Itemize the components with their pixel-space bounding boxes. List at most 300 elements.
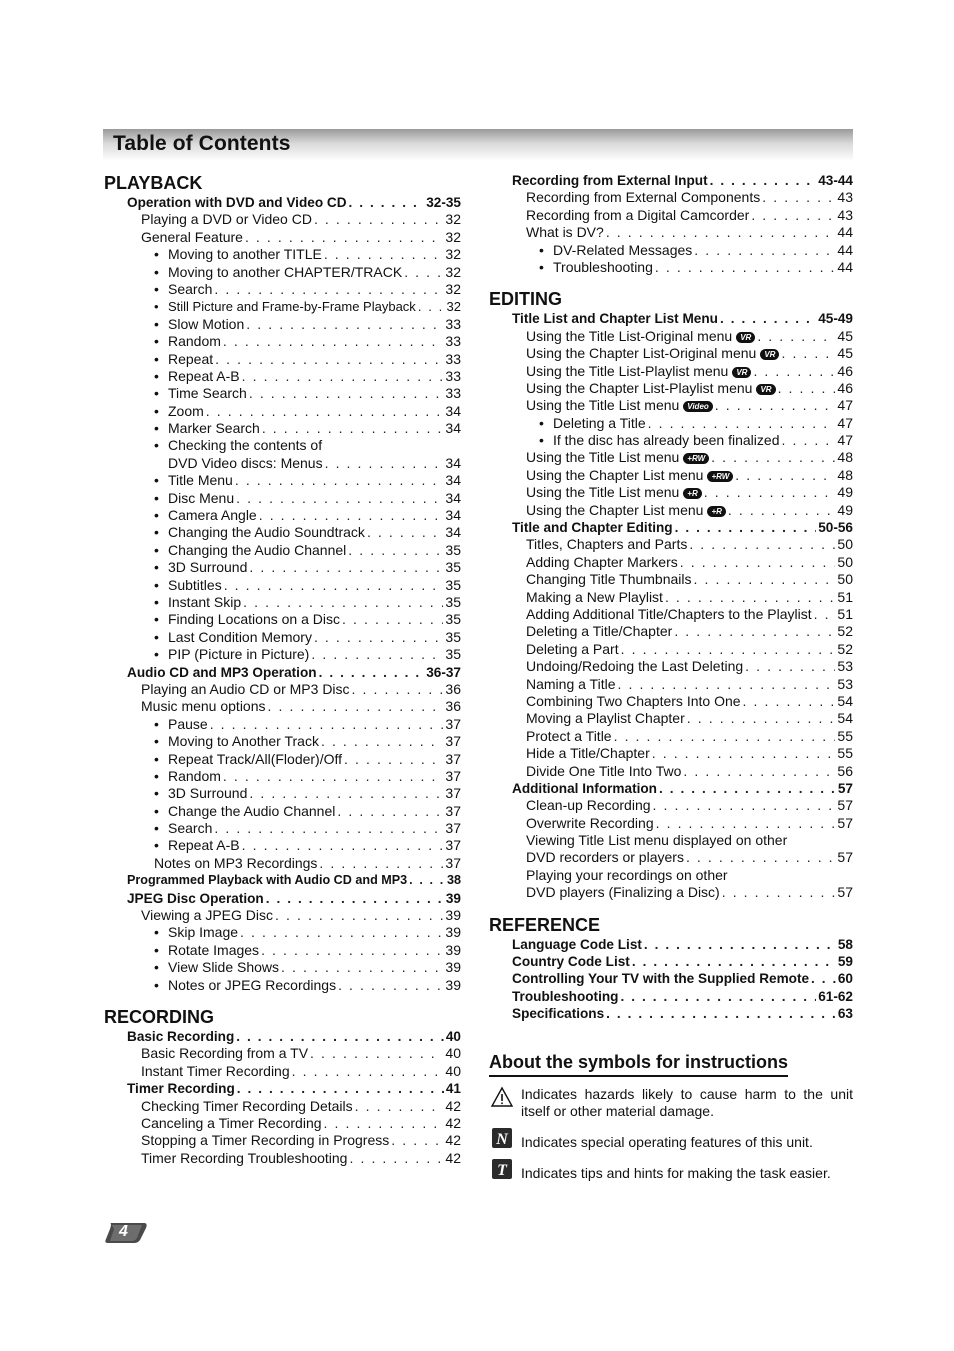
- toc-entry-text: Basic Recording: [127, 1028, 235, 1044]
- dot-leader: [349, 194, 425, 211]
- toc-entry-label: [154, 837, 240, 854]
- toc-entry-page: 51: [837, 588, 853, 605]
- toc-entry-label: [154, 298, 416, 315]
- toc-entry[interactable]: [489, 867, 853, 884]
- tip-t-icon: [491, 1158, 513, 1180]
- toc-entry[interactable]: [489, 849, 853, 866]
- bullet-icon: •: [154, 785, 159, 802]
- toc-entry-page: 32: [445, 263, 461, 280]
- toc-entry-text: Still Picture and Frame-by-Frame Playback: [168, 299, 416, 315]
- dot-leader: [367, 524, 443, 541]
- toc-entry-text: Country Code List: [512, 954, 630, 970]
- toc-entry-text: Additional Information: [512, 780, 657, 796]
- toc-entry[interactable]: [489, 780, 853, 797]
- toc-entry[interactable]: [489, 554, 853, 571]
- toc-entry-page: 33: [445, 333, 461, 350]
- toc-entry[interactable]: [104, 664, 461, 681]
- dot-leader: [710, 172, 817, 189]
- toc-entry[interactable]: [489, 345, 853, 362]
- toc-entry-text: Operation with DVD and Video CD: [127, 195, 347, 210]
- toc-entry[interactable]: [104, 229, 461, 246]
- toc-entry[interactable]: [489, 641, 853, 658]
- toc-entry[interactable]: [489, 676, 853, 693]
- toc-entry-text: View Slide Shows: [168, 959, 280, 976]
- toc-entry[interactable]: [489, 606, 853, 623]
- toc-entry-label: [526, 589, 663, 606]
- toc-entry[interactable]: [104, 194, 461, 211]
- toc-entry[interactable]: [489, 380, 853, 397]
- bullet-icon: •: [154, 767, 159, 784]
- toc-entry[interactable]: [104, 542, 461, 559]
- toc-entry-page: 37: [445, 715, 461, 732]
- toc-entry-page: 32: [445, 228, 461, 245]
- bullet-icon: •: [154, 246, 159, 263]
- toc-entry-label: [154, 751, 342, 768]
- toc-entry[interactable]: [489, 484, 853, 501]
- toc-entry[interactable]: [104, 959, 461, 976]
- toc-entry-label: [526, 693, 741, 710]
- dot-leader: [632, 953, 836, 970]
- toc-entry[interactable]: [104, 403, 461, 420]
- dot-leader: [324, 1115, 444, 1132]
- toc-entry[interactable]: [489, 536, 853, 553]
- toc-entry-text: General Feature: [141, 228, 243, 245]
- toc-entry-page: 36: [445, 680, 461, 697]
- toc-entry-label: [526, 467, 733, 484]
- toc-entry-text: Repeat Track/All(Floder)/Off: [168, 750, 343, 767]
- bullet-icon: •: [154, 559, 159, 576]
- toc-entry-page: 58: [837, 936, 853, 952]
- toc-entry-text: DVD Video discs: Menus: [168, 454, 323, 471]
- bullet-icon: •: [154, 802, 159, 819]
- toc-entry[interactable]: [104, 1063, 461, 1080]
- toc-entry-label: [526, 676, 615, 693]
- toc-entry-text: Title List and Chapter List Menu: [512, 311, 718, 327]
- toc-entry[interactable]: [104, 385, 461, 402]
- toc-entry-label: [512, 780, 657, 797]
- toc-entry[interactable]: [489, 623, 853, 640]
- toc-entry[interactable]: [104, 820, 461, 837]
- note-n-icon: [491, 1127, 513, 1149]
- toc-entry-text: Using the Title List menu: [526, 449, 680, 466]
- toc-entry-label: [512, 1005, 604, 1022]
- toc-entry[interactable]: [104, 298, 461, 315]
- dot-leader: [342, 611, 443, 628]
- toc-entry[interactable]: [104, 264, 461, 281]
- bullet-icon: •: [154, 472, 159, 489]
- toc-entry[interactable]: [104, 420, 461, 437]
- toc-entry-text: Finding Locations on a Disc: [168, 611, 340, 628]
- toc-entry[interactable]: [104, 890, 461, 907]
- bullet-icon: •: [154, 941, 159, 958]
- toc-entry-text: Using the Chapter List-Original menu: [526, 345, 757, 362]
- toc-entry-text: Title Menu: [168, 472, 233, 489]
- bullet-icon: •: [154, 628, 159, 645]
- toc-entry-page: 32-35: [426, 195, 461, 210]
- toc-entry-label: [539, 432, 779, 449]
- toc-entry[interactable]: [104, 803, 461, 820]
- toc-entry[interactable]: [104, 1045, 461, 1062]
- toc-entry-label: [141, 211, 312, 228]
- toc-entry-text: Music menu options: [141, 698, 266, 715]
- toc-entry[interactable]: [489, 693, 853, 710]
- toc-entry-page: 34: [445, 489, 461, 506]
- dot-leader: [621, 641, 836, 658]
- toc-entry[interactable]: [489, 710, 853, 727]
- toc-entry[interactable]: [104, 437, 461, 454]
- toc-entry[interactable]: [104, 333, 461, 350]
- toc-entry-text: Notes on MP3 Recordings: [154, 854, 318, 871]
- dot-leader: [325, 455, 444, 472]
- symbol-tip-text: Indicates tips and hints for making the task easier.: [521, 1165, 831, 1181]
- toc-entry-text: DVD recorders or players: [526, 849, 684, 866]
- toc-entry-page: 39: [445, 959, 461, 976]
- toc-entry-page: 55: [837, 745, 853, 762]
- dot-leader: [778, 380, 836, 397]
- toc-entry-page: 46: [837, 379, 853, 396]
- toc-entry[interactable]: [489, 797, 853, 814]
- toc-entry[interactable]: [489, 589, 853, 606]
- disc-format-badge: VR: [736, 332, 755, 343]
- toc-entry-page: 46: [837, 362, 853, 379]
- dot-leader: [711, 449, 835, 466]
- toc-entry-page: 63: [837, 1006, 853, 1022]
- toc-entry[interactable]: [489, 884, 853, 901]
- toc-entry-label: [141, 698, 266, 715]
- toc-entry-page: 57: [837, 780, 853, 796]
- toc-entry-text: Recording from External Components: [526, 189, 761, 206]
- toc-entry[interactable]: [104, 1132, 461, 1149]
- symbol-warning-text: Indicates hazards likely to cause harm to the unit itself or other material damage.: [521, 1086, 853, 1119]
- toc-entry[interactable]: [489, 259, 853, 276]
- toc-entry[interactable]: [489, 832, 853, 849]
- toc-entry-label: [526, 224, 604, 241]
- toc-entry-page: 57: [837, 884, 853, 901]
- toc-entry-text: Search: [168, 820, 213, 837]
- toc-entry-page: 34: [445, 507, 461, 524]
- toc-entry[interactable]: [489, 763, 853, 780]
- toc-entry-label: [526, 797, 651, 814]
- toc-entry-label: [141, 1098, 353, 1115]
- toc-entry[interactable]: [489, 189, 853, 206]
- toc-entry[interactable]: [104, 351, 461, 368]
- toc-entry[interactable]: [104, 872, 461, 889]
- toc-entry[interactable]: [104, 281, 461, 298]
- toc-entry-label: [526, 554, 678, 571]
- toc-entry-page: 45: [837, 327, 853, 344]
- toc-entry[interactable]: [489, 363, 853, 380]
- toc-entry-label: [154, 559, 247, 576]
- toc-entry[interactable]: [104, 977, 461, 994]
- toc-entry[interactable]: [104, 524, 461, 541]
- toc-entry-label: [526, 728, 612, 745]
- toc-entry-page: 43-44: [818, 173, 853, 188]
- toc-entry-text: Making a New Playlist: [526, 588, 663, 605]
- toc-entry-page: 50-56: [818, 520, 853, 536]
- dot-leader: [811, 970, 836, 987]
- dot-leader: [242, 368, 444, 385]
- toc-entry[interactable]: [489, 224, 853, 241]
- toc-entry[interactable]: [104, 1080, 461, 1097]
- toc-column-left: [104, 172, 461, 1167]
- toc-entry-text: Time Search: [168, 385, 247, 402]
- toc-entry-label: [154, 768, 221, 785]
- symbol-warning: [491, 1086, 853, 1120]
- toc-entry-text: Deleting a Title/Chapter: [526, 623, 673, 640]
- toc-entry-page: 47: [837, 432, 853, 449]
- toc-entry-page: 34: [445, 524, 461, 541]
- toc-entry-page: 39: [445, 976, 461, 993]
- dot-leader: [675, 519, 817, 536]
- dot-leader: [648, 415, 836, 432]
- toc-entry-page: 48: [837, 466, 853, 483]
- dot-leader: [753, 363, 835, 380]
- bullet-icon: •: [154, 367, 159, 384]
- toc-entry-text: DV-Related Messages: [553, 241, 693, 258]
- dot-leader: [215, 351, 443, 368]
- toc-entry-page: 59: [837, 954, 853, 970]
- toc-entry-label: [526, 710, 685, 727]
- toc-entry[interactable]: [104, 646, 461, 663]
- toc-entry[interactable]: [104, 1028, 461, 1045]
- toc-entry-text: Using the Title List menu: [526, 484, 680, 501]
- toc-entry-text: Moving a Playlist Chapter: [526, 710, 685, 727]
- toc-entry-page: 50: [837, 536, 853, 553]
- toc-entry[interactable]: [489, 432, 853, 449]
- dot-leader: [644, 936, 836, 953]
- toc-entry-page: 54: [837, 692, 853, 709]
- bullet-icon: •: [539, 241, 544, 258]
- toc-entry[interactable]: [489, 519, 853, 536]
- toc-entry[interactable]: [104, 907, 461, 924]
- toc-entry-page: 37: [445, 750, 461, 767]
- toc-entry-label: [141, 229, 243, 246]
- bullet-icon: •: [154, 280, 159, 297]
- toc-entry[interactable]: [104, 1115, 461, 1132]
- dot-leader: [321, 733, 443, 750]
- toc-entry-label: [526, 849, 684, 866]
- bullet-icon: •: [154, 924, 159, 941]
- toc-entry-text: If the disc has already been finalized: [553, 432, 780, 449]
- toc-entry[interactable]: [489, 815, 853, 832]
- dot-leader: [722, 884, 836, 901]
- toc-entry[interactable]: [489, 449, 853, 466]
- toc-entry[interactable]: [489, 397, 853, 414]
- toc-entry[interactable]: [104, 855, 461, 872]
- toc-entry-page: 40: [445, 1045, 461, 1062]
- toc-entry-page: 40: [445, 1028, 461, 1044]
- toc-entry[interactable]: [489, 571, 853, 588]
- disc-format-badge: Video: [683, 401, 712, 412]
- bullet-icon: •: [154, 524, 159, 541]
- toc-entry[interactable]: [104, 1098, 461, 1115]
- toc-entry-page: 35: [445, 628, 461, 645]
- toc-entry-page: 44: [837, 258, 853, 275]
- toc-entry[interactable]: [104, 733, 461, 750]
- bullet-icon: •: [154, 733, 159, 750]
- dot-leader: [259, 507, 444, 524]
- toc-entry-page: 57: [837, 849, 853, 866]
- toc-entry[interactable]: [104, 611, 461, 628]
- toc-entry-label: [141, 1150, 347, 1167]
- toc-entry-text: Undoing/Redoing the Last Deleting: [526, 658, 744, 675]
- dot-leader: [319, 664, 425, 681]
- dot-leader: [210, 716, 444, 733]
- toc-column-right: [489, 172, 853, 1023]
- dot-leader: [338, 977, 443, 994]
- dot-leader: [240, 924, 443, 941]
- toc-entry-page: 36: [445, 698, 461, 715]
- toc-entry-label: [154, 403, 204, 420]
- toc-entry[interactable]: [104, 246, 461, 263]
- toc-entry-text: Search: [168, 280, 213, 297]
- toc-entry[interactable]: [489, 658, 853, 675]
- toc-entry[interactable]: [104, 785, 461, 802]
- section-heading-recording: RECORDING: [104, 1006, 215, 1027]
- toc-entry-text: Using the Chapter List menu: [526, 466, 704, 483]
- toc-entry-label: [526, 867, 728, 884]
- toc-entry[interactable]: [104, 1150, 461, 1167]
- toc-entry[interactable]: [104, 698, 461, 715]
- toc-entry[interactable]: [104, 629, 461, 646]
- toc-entry-label: [168, 455, 323, 472]
- toc-entry[interactable]: [489, 310, 853, 327]
- toc-entry[interactable]: [104, 577, 461, 594]
- toc-entry-page: 42: [445, 1114, 461, 1131]
- toc-entry-label: [526, 832, 787, 849]
- toc-entry[interactable]: [489, 988, 853, 1005]
- toc-entry-page: 32: [445, 211, 461, 228]
- dot-leader: [214, 820, 443, 837]
- toc-entry[interactable]: [104, 316, 461, 333]
- toc-entry-label: [141, 907, 273, 924]
- dot-leader: [261, 942, 443, 959]
- toc-entry-page: 42: [445, 1149, 461, 1166]
- toc-entry-text: Viewing Title List menu displayed on other: [526, 832, 788, 849]
- toc-entry-page: 34: [445, 472, 461, 489]
- toc-entry[interactable]: [489, 728, 853, 745]
- toc-entry-text: Overwrite Recording: [526, 814, 654, 831]
- toc-entry[interactable]: [489, 467, 853, 484]
- dot-leader: [237, 1080, 444, 1097]
- toc-entry[interactable]: [104, 472, 461, 489]
- toc-entry-label: [526, 623, 672, 640]
- toc-entry-label: [526, 571, 692, 588]
- dot-leader: [614, 728, 836, 745]
- toc-entry[interactable]: [489, 242, 853, 259]
- toc-entry-page: 36-37: [426, 664, 461, 680]
- toc-entry-page: 44: [837, 224, 853, 241]
- bullet-icon: •: [154, 299, 159, 315]
- toc-entry[interactable]: [104, 594, 461, 611]
- toc-entry-label: [154, 316, 244, 333]
- toc-entry[interactable]: [489, 328, 853, 345]
- toc-entry-label: [127, 890, 264, 907]
- toc-entry-page: 35: [445, 559, 461, 576]
- dot-leader: [344, 751, 443, 768]
- dot-leader: [620, 988, 816, 1005]
- bullet-icon: •: [154, 576, 159, 593]
- about-symbols-title: About the symbols for instructions: [489, 1052, 788, 1077]
- toc-entry[interactable]: [104, 490, 461, 507]
- toc-entry[interactable]: [104, 942, 461, 959]
- toc-entry-text: Title and Chapter Editing: [512, 520, 673, 536]
- toc-entry[interactable]: [489, 970, 853, 987]
- toc-entry-label: [141, 1132, 389, 1149]
- toc-entry-label: [526, 606, 812, 623]
- toc-entry-text: Playing your recordings on other: [526, 866, 728, 883]
- toc-entry[interactable]: [489, 745, 853, 762]
- dot-leader: [745, 658, 835, 675]
- dot-leader: [781, 345, 835, 362]
- toc-entry[interactable]: [104, 368, 461, 385]
- toc-entry-text: Rotate Images: [168, 941, 260, 958]
- toc-entry-label: [154, 924, 238, 941]
- toc-entry-page: 53: [837, 675, 853, 692]
- toc-entry-text: Instant Skip: [168, 593, 242, 610]
- toc-entry-page: 43: [837, 189, 853, 206]
- toc-entry-page: 47: [837, 397, 853, 414]
- toc-entry-label: [154, 351, 213, 368]
- toc-entry[interactable]: [489, 1005, 853, 1022]
- bullet-icon: •: [539, 432, 544, 449]
- toc-entry-text: DVD players (Finalizing a Disc): [526, 884, 720, 901]
- toc-entry-label: [154, 385, 247, 402]
- toc-entry-page: 37: [445, 820, 461, 837]
- toc-entry-text: Using the Chapter List-Playlist menu: [526, 379, 753, 396]
- dot-leader: [391, 1132, 443, 1149]
- toc-entry-text: Deleting a Title: [553, 414, 646, 431]
- dot-leader: [281, 959, 443, 976]
- dot-leader: [319, 855, 443, 872]
- toc-entry-label: [141, 681, 350, 698]
- toc-entry-page: 50: [837, 553, 853, 570]
- toc-entry-label: [154, 281, 212, 298]
- toc-entry[interactable]: [489, 172, 853, 189]
- toc-entry-label: [154, 264, 402, 281]
- toc-entry-page: 43: [837, 206, 853, 223]
- bullet-icon: •: [154, 976, 159, 993]
- toc-entry-label: [154, 646, 309, 663]
- toc-entry-page: 37: [445, 854, 461, 871]
- section-heading-reference: REFERENCE: [489, 914, 601, 935]
- toc-entry-page: 49: [837, 501, 853, 518]
- bullet-icon: •: [154, 333, 159, 350]
- dot-leader: [689, 536, 835, 553]
- toc-entry[interactable]: [489, 207, 853, 224]
- toc-entry-label: [154, 733, 319, 750]
- toc-entry[interactable]: [104, 716, 461, 733]
- bullet-icon: •: [154, 420, 159, 437]
- toc-entry[interactable]: [489, 953, 853, 970]
- toc-entry[interactable]: [104, 924, 461, 941]
- toc-entry[interactable]: [104, 559, 461, 576]
- toc-entry[interactable]: [489, 502, 853, 519]
- toc-entry[interactable]: [104, 751, 461, 768]
- toc-entry[interactable]: [489, 936, 853, 953]
- toc-entry[interactable]: [104, 211, 461, 228]
- bullet-icon: •: [154, 715, 159, 732]
- toc-entry[interactable]: [104, 837, 461, 854]
- toc-entry[interactable]: [104, 507, 461, 524]
- toc-entry-text: Using the Chapter List menu: [526, 501, 704, 518]
- toc-entry[interactable]: [104, 768, 461, 785]
- toc-entry[interactable]: [489, 415, 853, 432]
- toc-entry-text: Marker Search: [168, 420, 260, 437]
- toc-entry[interactable]: [104, 681, 461, 698]
- toc-entry[interactable]: [104, 455, 461, 472]
- disc-format-badge: +R: [707, 506, 725, 517]
